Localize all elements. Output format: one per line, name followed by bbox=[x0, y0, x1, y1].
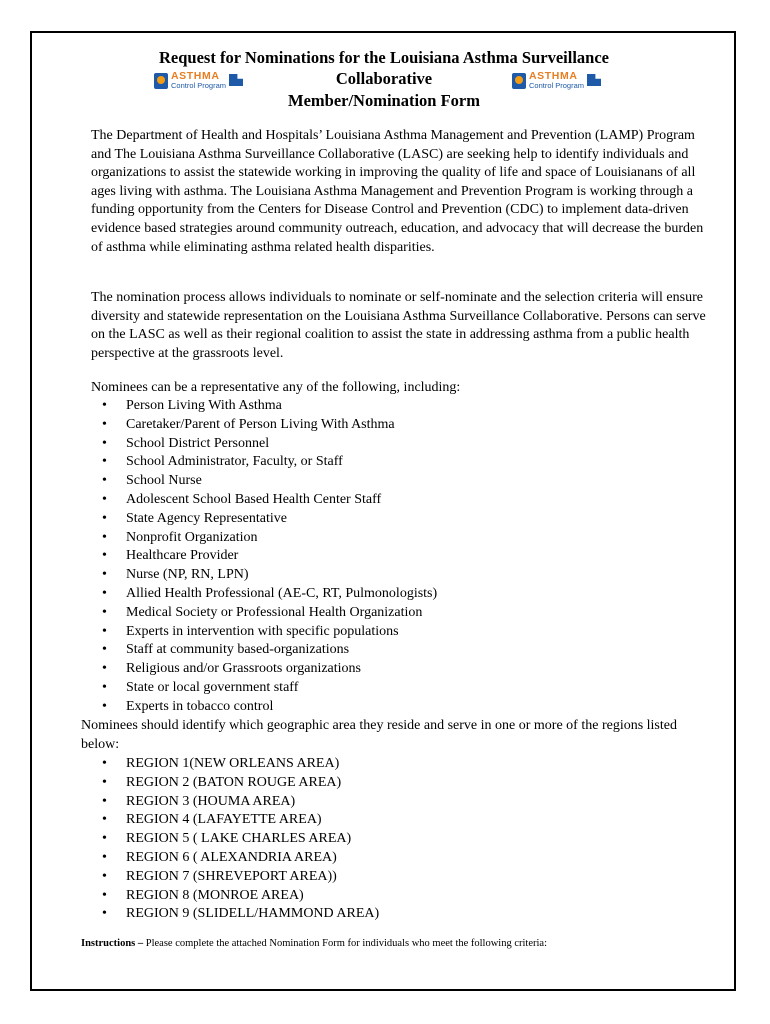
intro-paragraph: The Department of Health and Hospitals’ Louisiana Asthma Management and Prevention (LAMP) Program and The Louisiana Asthma Surveillance Collaborative (LASC) are seeking help to identify individuals and organizations to assist the statewide working in improving the quality of life and space of Louisianans of all ages living with asthma. The Louisiana Asthma Management and Prevention Program is working through a funding opportunity from the Centers for Disease Control and Prevention (CDC) to implement data-driven evidence based strategies around community outreach, education, and advocacy that will decrease the burden of asthma while eliminating asthma related health disparities. bbox=[91, 128, 704, 255]
document-header bbox=[32, 48, 736, 114]
logo-mark-icon bbox=[512, 73, 526, 89]
regions-list bbox=[91, 755, 711, 924]
form-name: Member/Nomination Form bbox=[288, 91, 480, 110]
list-item: • REGION 9 (SLIDELL/HAMMOND AREA) bbox=[91, 905, 711, 924]
nominees-intro: Nominees can be a representative any of the following, including: bbox=[91, 380, 461, 395]
list-item: • State Agency Representative bbox=[91, 510, 711, 529]
instructions-label: Instructions – bbox=[81, 938, 144, 949]
list-item: • Nonprofit Organization bbox=[91, 529, 711, 548]
nomination-process-paragraph: The nomination process allows individuals to nominate or self-nominate and the selection criteria will ensure diversity and statewide representation on the Louisiana Asthma Surveillance Collaborative. Persons can serve on the LASC as well as their regional coalition to assist the state in addressing asthma from a public health perspective at the grassroots level. bbox=[91, 290, 706, 361]
nominee-types-list bbox=[91, 397, 711, 717]
louisiana-state-icon bbox=[587, 74, 601, 86]
list-item: • Staff at community based-organizations bbox=[91, 641, 711, 660]
regions-intro: Nominees should identify which geographic area they reside and serve in one or more of the regions listed below: bbox=[81, 718, 677, 752]
document-title: Request for Nominations for the Louisiana Asthma Surveillance bbox=[159, 48, 609, 67]
list-item: • Person Living With Asthma bbox=[91, 397, 711, 416]
logo-bottom-text: Control Program bbox=[171, 81, 227, 90]
list-item: • Experts in tobacco control bbox=[91, 698, 711, 717]
list-item: • School District Personnel bbox=[91, 435, 711, 454]
instructions bbox=[81, 937, 721, 951]
document-title-line2: Collaborative bbox=[335, 69, 433, 88]
list-item: • School Nurse bbox=[91, 472, 711, 491]
logo-top-text: ASTHMA bbox=[171, 70, 220, 82]
list-item: • REGION 2 (BATON ROUGE AREA) bbox=[91, 774, 711, 793]
list-item: • REGION 1(NEW ORLEANS AREA) bbox=[91, 755, 711, 774]
list-item: • REGION 8 (MONROE AREA) bbox=[91, 887, 711, 906]
asthma-control-program-logo-right bbox=[512, 71, 602, 91]
list-item: • Religious and/or Grassroots organizations bbox=[91, 660, 711, 679]
list-item: • Experts in intervention with specific populations bbox=[91, 623, 711, 642]
list-item: • Allied Health Professional (AE-C, RT, Pulmonologists) bbox=[91, 585, 711, 604]
logo-mark-icon bbox=[154, 73, 168, 89]
list-item: • State or local government staff bbox=[91, 679, 711, 698]
list-item: • Healthcare Provider bbox=[91, 547, 711, 566]
list-item: • REGION 5 ( LAKE CHARLES AREA) bbox=[91, 830, 711, 849]
list-item: • REGION 7 (SHREVEPORT AREA)) bbox=[91, 868, 711, 887]
list-item: • School Administrator, Faculty, or Staff bbox=[91, 453, 711, 472]
asthma-control-program-logo-left bbox=[154, 71, 244, 91]
louisiana-state-icon bbox=[229, 74, 243, 86]
list-item: • Adolescent School Based Health Center Staff bbox=[91, 491, 711, 510]
logo-top-text: ASTHMA bbox=[529, 70, 578, 82]
logo-bottom-text: Control Program bbox=[529, 81, 585, 90]
list-item: • REGION 3 (HOUMA AREA) bbox=[91, 793, 711, 812]
instructions-text: Please complete the attached Nomination Form for individuals who meet the following criteria: bbox=[143, 938, 547, 949]
list-item: • Caretaker/Parent of Person Living With Asthma bbox=[91, 416, 711, 435]
list-item: • Nurse (NP, RN, LPN) bbox=[91, 566, 711, 585]
list-item: • REGION 6 ( ALEXANDRIA AREA) bbox=[91, 849, 711, 868]
list-item: • Medical Society or Professional Health Organization bbox=[91, 604, 711, 623]
list-item: • REGION 4 (LAFAYETTE AREA) bbox=[91, 811, 711, 830]
